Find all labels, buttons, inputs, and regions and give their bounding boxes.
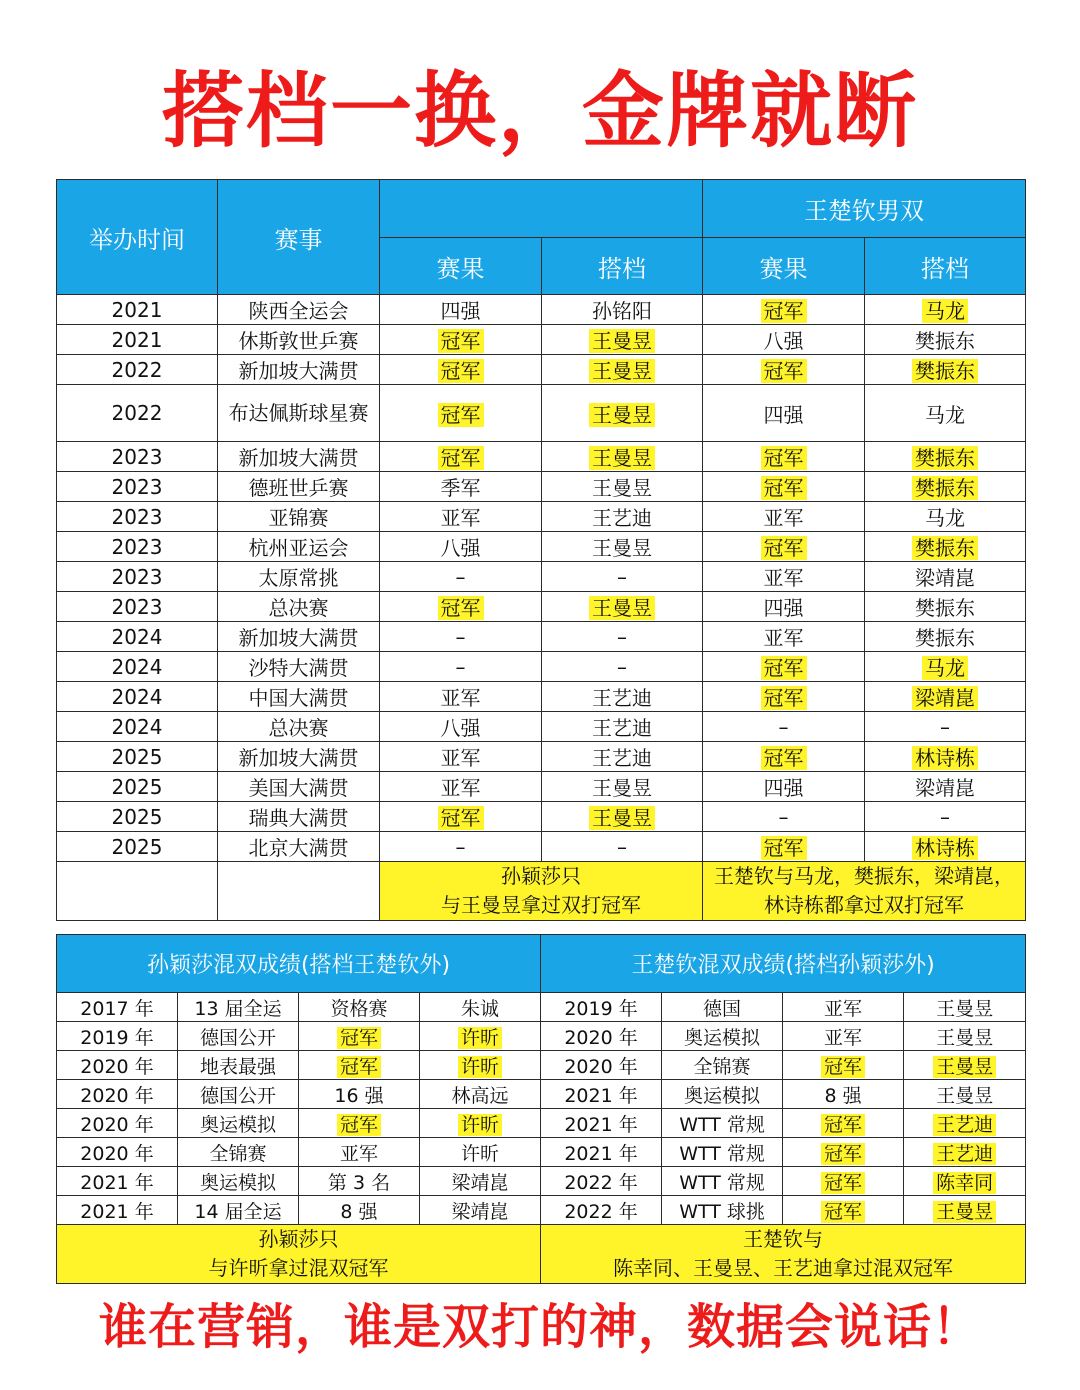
header-time: 举办时间 <box>57 180 218 295</box>
cell-left-partner: 许昕 <box>420 1138 541 1167</box>
highlight-text: 冠军 <box>761 446 807 470</box>
cell-a-result: 四强 <box>380 295 542 325</box>
highlight-text: 马龙 <box>922 299 968 323</box>
cell-a-result: 亚军 <box>380 772 542 802</box>
cell-b-result: 亚军 <box>703 502 865 532</box>
cell-a-partner: 王曼昱 <box>542 772 703 802</box>
table-row <box>57 712 1026 742</box>
cell-left-partner <box>420 1109 541 1138</box>
header-event: 赛事 <box>218 180 380 295</box>
cell-left-event: 德国公开 <box>178 1080 299 1109</box>
table-row <box>57 532 1026 562</box>
cell-event: 美国大满贯 <box>218 772 380 802</box>
cell-right-event: 全锦赛 <box>662 1051 783 1080</box>
mixed-doubles-table <box>56 934 1026 1284</box>
table-row <box>57 802 1026 832</box>
cell-left-result: 8 强 <box>299 1196 420 1225</box>
highlight-text: 王曼昱 <box>933 1201 996 1223</box>
cell-b-partner <box>865 742 1026 772</box>
highlight-text: 樊振东 <box>912 536 978 560</box>
cell-b-result: 亚军 <box>703 622 865 652</box>
cell-left-result: 资格赛 <box>299 993 420 1022</box>
cell-left-result: 第 3 名 <box>299 1167 420 1196</box>
cell-left-year: 2021 年 <box>57 1196 178 1225</box>
highlight-text: 冠军 <box>337 1056 381 1078</box>
summary-empty-1 <box>57 862 218 921</box>
cell-year: 2023 <box>57 472 218 502</box>
cell-left-year: 2020 年 <box>57 1138 178 1167</box>
cell-a-partner <box>542 385 703 442</box>
cell-b-result: 八强 <box>703 325 865 355</box>
summary-right-line2: 陈幸同、王曼昱、王艺迪拿过混双冠军 <box>613 1256 954 1280</box>
cell-event: 新加坡大满贯 <box>218 622 380 652</box>
summary-left-line1: 孙颖莎只 <box>258 1227 339 1251</box>
cell-right-partner: 王曼昱 <box>904 1022 1026 1051</box>
cell-year: 2021 <box>57 325 218 355</box>
cell-right-event: WTT 常规 <box>662 1109 783 1138</box>
highlight-text: 王艺迪 <box>933 1143 996 1165</box>
cell-a-partner <box>542 592 703 622</box>
highlight-text: 樊振东 <box>912 476 978 500</box>
table-row <box>57 742 1026 772</box>
cell-left-partner <box>420 1051 541 1080</box>
highlight-text: 冠军 <box>761 299 807 323</box>
cell-left-event: 14 届全运 <box>178 1196 299 1225</box>
highlight-text: 冠军 <box>337 1114 381 1136</box>
cell-a-result <box>380 592 542 622</box>
cell-a-partner: – <box>542 562 703 592</box>
summary-a <box>380 862 703 921</box>
cell-event: 休斯敦世乒赛 <box>218 325 380 355</box>
highlight-text: 许昕 <box>458 1114 502 1136</box>
cell-event: 新加坡大满贯 <box>218 442 380 472</box>
cell-a-result: 季军 <box>380 472 542 502</box>
cell-a-result <box>380 442 542 472</box>
summary-b-line1: 王楚钦与马龙，樊振东，梁靖崑， <box>714 864 1014 888</box>
summary-left-line2: 与许昕拿过混双冠军 <box>208 1256 389 1280</box>
cell-event: 新加坡大满贯 <box>218 355 380 385</box>
table-row <box>57 1138 1026 1167</box>
highlight-text: 冠军 <box>438 446 484 470</box>
cell-b-partner <box>865 295 1026 325</box>
table-row <box>57 442 1026 472</box>
cell-right-result <box>783 1109 904 1138</box>
cell-event: 亚锦赛 <box>218 502 380 532</box>
cell-a-partner: 王艺迪 <box>542 502 703 532</box>
cell-right-result <box>783 1196 904 1225</box>
cell-right-result <box>783 1051 904 1080</box>
cell-a-partner <box>542 802 703 832</box>
cell-event: 沙特大满贯 <box>218 652 380 682</box>
cell-left-result <box>299 1022 420 1051</box>
men-doubles-body <box>57 295 1026 862</box>
cell-right-event: 奥运模拟 <box>662 1080 783 1109</box>
cell-b-partner <box>865 442 1026 472</box>
cell-right-event: WTT 球挑 <box>662 1196 783 1225</box>
cell-b-partner <box>865 832 1026 862</box>
cell-b-partner: 梁靖崑 <box>865 772 1026 802</box>
highlight-text: 王曼昱 <box>589 806 655 830</box>
cell-right-partner <box>904 1196 1026 1225</box>
highlight-text: 冠军 <box>438 596 484 620</box>
cell-b-partner <box>865 532 1026 562</box>
table-row <box>57 1167 1026 1196</box>
cell-left-year: 2017 年 <box>57 993 178 1022</box>
header-b-partner: 搭档 <box>865 238 1026 295</box>
table-row <box>57 1022 1026 1051</box>
cell-a-result: – <box>380 562 542 592</box>
cell-right-year: 2020 年 <box>541 1051 662 1080</box>
cell-b-result <box>703 442 865 472</box>
cell-a-result: 亚军 <box>380 742 542 772</box>
table-row <box>57 1080 1026 1109</box>
highlight-text: 冠军 <box>821 1114 865 1136</box>
cell-right-result <box>783 1167 904 1196</box>
cell-b-result: – <box>703 802 865 832</box>
cell-left-event: 地表最强 <box>178 1051 299 1080</box>
highlight-text: 冠军 <box>761 836 807 860</box>
cell-right-event: WTT 常规 <box>662 1138 783 1167</box>
table-row <box>57 355 1026 385</box>
cell-b-result: 四强 <box>703 772 865 802</box>
cell-left-partner: 梁靖崑 <box>420 1167 541 1196</box>
highlight-text: 冠军 <box>438 329 484 353</box>
table-row <box>57 622 1026 652</box>
cell-left-result <box>299 1109 420 1138</box>
summary-empty-2 <box>218 862 380 921</box>
cell-event: 太原常挑 <box>218 562 380 592</box>
header-left-mixed: 孙颖莎混双成绩(搭档王楚钦外) <box>57 935 541 993</box>
cell-right-year: 2019 年 <box>541 993 662 1022</box>
table-row <box>57 562 1026 592</box>
cell-a-partner: – <box>542 622 703 652</box>
cell-left-year: 2020 年 <box>57 1109 178 1138</box>
cell-right-result: 亚军 <box>783 1022 904 1051</box>
cell-left-year: 2020 年 <box>57 1080 178 1109</box>
cell-event: 德班世乒赛 <box>218 472 380 502</box>
header-right-mixed: 王楚钦混双成绩(搭档孙颖莎外) <box>541 935 1026 993</box>
cell-left-partner: 梁靖崑 <box>420 1196 541 1225</box>
cell-event: 总决赛 <box>218 592 380 622</box>
cell-right-year: 2022 年 <box>541 1167 662 1196</box>
cell-year: 2023 <box>57 442 218 472</box>
table-row <box>57 652 1026 682</box>
cell-b-partner <box>865 355 1026 385</box>
cell-b-result <box>703 652 865 682</box>
cell-b-result: 亚军 <box>703 562 865 592</box>
summary-a-line2: 与王曼昱拿过双打冠军 <box>441 893 641 917</box>
highlight-text: 冠军 <box>821 1172 865 1194</box>
cell-event: 布达佩斯球星赛 <box>218 385 380 442</box>
cell-b-partner: – <box>865 712 1026 742</box>
cell-b-result <box>703 472 865 502</box>
cell-a-partner: 王曼昱 <box>542 472 703 502</box>
cell-a-result <box>380 802 542 832</box>
cell-right-result: 亚军 <box>783 993 904 1022</box>
cell-b-result: 四强 <box>703 385 865 442</box>
highlight-text: 冠军 <box>821 1056 865 1078</box>
highlight-text: 冠军 <box>438 359 484 383</box>
highlight-text: 许昕 <box>458 1056 502 1078</box>
highlight-text: 马龙 <box>922 656 968 680</box>
table-row <box>57 472 1026 502</box>
highlight-text: 许昕 <box>458 1027 502 1049</box>
mixed-doubles-body <box>57 993 1026 1225</box>
cell-a-partner <box>542 442 703 472</box>
highlight-text: 冠军 <box>761 536 807 560</box>
cell-b-result <box>703 742 865 772</box>
cell-left-partner: 林高远 <box>420 1080 541 1109</box>
cell-a-partner: – <box>542 832 703 862</box>
cell-a-partner: 孙铭阳 <box>542 295 703 325</box>
cell-event: 中国大满贯 <box>218 682 380 712</box>
cell-event: 北京大满贯 <box>218 832 380 862</box>
cell-event: 总决赛 <box>218 712 380 742</box>
cell-b-partner: – <box>865 802 1026 832</box>
cell-right-partner <box>904 1051 1026 1080</box>
cell-b-partner <box>865 652 1026 682</box>
header-b-result: 赛果 <box>703 238 865 295</box>
header-a-partner: 搭档 <box>542 238 703 295</box>
highlight-text: 樊振东 <box>912 359 978 383</box>
cell-a-partner: 王艺迪 <box>542 682 703 712</box>
table-row <box>57 295 1026 325</box>
table-row <box>57 832 1026 862</box>
cell-b-partner: 马龙 <box>865 385 1026 442</box>
cell-a-partner: 王曼昱 <box>542 532 703 562</box>
table-row <box>57 592 1026 622</box>
cell-right-year: 2021 年 <box>541 1109 662 1138</box>
cell-right-year: 2022 年 <box>541 1196 662 1225</box>
cell-right-partner: 王曼昱 <box>904 993 1026 1022</box>
highlight-text: 冠军 <box>438 403 484 427</box>
cell-event: 瑞典大满贯 <box>218 802 380 832</box>
cell-event: 杭州亚运会 <box>218 532 380 562</box>
highlight-text: 冠军 <box>438 806 484 830</box>
cell-year: 2023 <box>57 502 218 532</box>
cell-year: 2025 <box>57 742 218 772</box>
cell-right-result <box>783 1138 904 1167</box>
highlight-text: 冠军 <box>761 359 807 383</box>
table-row <box>57 502 1026 532</box>
cell-a-result: 亚军 <box>380 502 542 532</box>
highlight-text: 冠军 <box>821 1201 865 1223</box>
cell-left-event: 德国公开 <box>178 1022 299 1051</box>
cell-a-partner <box>542 355 703 385</box>
table-row <box>57 1196 1026 1225</box>
cell-b-result: 四强 <box>703 592 865 622</box>
cell-year: 2023 <box>57 592 218 622</box>
cell-right-event: 德国 <box>662 993 783 1022</box>
highlight-text: 冠军 <box>761 686 807 710</box>
highlight-text: 樊振东 <box>912 446 978 470</box>
cell-b-result <box>703 832 865 862</box>
cell-year: 2024 <box>57 682 218 712</box>
table-row <box>57 325 1026 355</box>
cell-left-event: 13 届全运 <box>178 993 299 1022</box>
highlight-text: 梁靖崑 <box>912 686 978 710</box>
cell-event: 陕西全运会 <box>218 295 380 325</box>
cell-a-result <box>380 325 542 355</box>
cell-b-partner: 樊振东 <box>865 325 1026 355</box>
table-row <box>57 993 1026 1022</box>
cell-year: 2022 <box>57 355 218 385</box>
summary-right <box>541 1225 1026 1284</box>
cell-a-result: – <box>380 622 542 652</box>
cell-a-partner: 王艺迪 <box>542 712 703 742</box>
cell-a-result: 亚军 <box>380 682 542 712</box>
cell-right-partner: 王曼昱 <box>904 1080 1026 1109</box>
summary-b-line2: 林诗栋都拿过双打冠军 <box>764 893 964 917</box>
highlight-text: 王曼昱 <box>589 446 655 470</box>
cell-left-year: 2021 年 <box>57 1167 178 1196</box>
cell-right-year: 2021 年 <box>541 1080 662 1109</box>
cell-left-partner: 朱诚 <box>420 993 541 1022</box>
cell-a-partner: – <box>542 652 703 682</box>
cell-b-result <box>703 682 865 712</box>
cell-b-result <box>703 295 865 325</box>
cell-right-result: 8 强 <box>783 1080 904 1109</box>
header-a-result: 赛果 <box>380 238 542 295</box>
cell-a-result: – <box>380 832 542 862</box>
highlight-text: 王曼昱 <box>933 1056 996 1078</box>
men-doubles-table <box>56 179 1026 921</box>
highlight-text: 冠军 <box>821 1143 865 1165</box>
summary-right-line1: 王楚钦与 <box>743 1227 824 1251</box>
cell-b-partner <box>865 472 1026 502</box>
cell-a-result: 八强 <box>380 532 542 562</box>
cell-right-event: WTT 常规 <box>662 1167 783 1196</box>
summary-b <box>703 862 1026 921</box>
cell-b-partner: 马龙 <box>865 502 1026 532</box>
cell-right-event: 奥运模拟 <box>662 1022 783 1051</box>
cell-a-partner <box>542 325 703 355</box>
cell-b-partner <box>865 682 1026 712</box>
cell-event: 新加坡大满贯 <box>218 742 380 772</box>
cell-right-partner <box>904 1167 1026 1196</box>
highlight-text: 王艺迪 <box>933 1114 996 1136</box>
summary-left <box>57 1225 541 1284</box>
cell-left-event: 奥运模拟 <box>178 1109 299 1138</box>
cell-year: 2025 <box>57 832 218 862</box>
highlight-text: 王曼昱 <box>589 596 655 620</box>
cell-right-year: 2021 年 <box>541 1138 662 1167</box>
cell-a-partner: 王艺迪 <box>542 742 703 772</box>
cell-left-partner <box>420 1022 541 1051</box>
cell-right-partner <box>904 1138 1026 1167</box>
highlight-text: 冠军 <box>761 476 807 500</box>
cell-left-event: 奥运模拟 <box>178 1167 299 1196</box>
cell-year: 2023 <box>57 532 218 562</box>
table-row <box>57 772 1026 802</box>
highlight-text: 冠军 <box>337 1027 381 1049</box>
cell-year: 2025 <box>57 772 218 802</box>
highlight-text: 冠军 <box>761 746 807 770</box>
highlight-text: 陈幸同 <box>933 1172 996 1194</box>
cell-b-result <box>703 532 865 562</box>
cell-right-year: 2020 年 <box>541 1022 662 1051</box>
cell-left-year: 2019 年 <box>57 1022 178 1051</box>
table-row <box>57 1109 1026 1138</box>
header-group-b: 王楚钦男双 <box>703 180 1026 238</box>
cell-b-result: – <box>703 712 865 742</box>
highlight-text: 王曼昱 <box>589 403 655 427</box>
highlight-text: 冠军 <box>761 656 807 680</box>
cell-year: 2024 <box>57 622 218 652</box>
highlight-text: 王曼昱 <box>589 329 655 353</box>
cell-year: 2024 <box>57 652 218 682</box>
cell-year: 2023 <box>57 562 218 592</box>
cell-year: 2022 <box>57 385 218 442</box>
cell-left-result: 亚军 <box>299 1138 420 1167</box>
highlight-text: 林诗栋 <box>912 836 978 860</box>
header-group-a <box>380 180 703 238</box>
summary-a-line1: 孙颖莎只 <box>501 864 581 888</box>
cell-left-year: 2020 年 <box>57 1051 178 1080</box>
cell-left-event: 全锦赛 <box>178 1138 299 1167</box>
cell-a-result <box>380 355 542 385</box>
cell-b-result <box>703 355 865 385</box>
cell-a-result: – <box>380 652 542 682</box>
cell-year: 2021 <box>57 295 218 325</box>
cell-left-result: 16 强 <box>299 1080 420 1109</box>
highlight-text: 林诗栋 <box>912 746 978 770</box>
cell-year: 2024 <box>57 712 218 742</box>
cell-a-result: 八强 <box>380 712 542 742</box>
cell-b-partner: 梁靖崑 <box>865 562 1026 592</box>
cell-a-result <box>380 385 542 442</box>
table-row <box>57 1051 1026 1080</box>
footer-slogan: 谁在营销，谁是双打的神，数据会说话！ <box>98 1299 981 1355</box>
highlight-text: 王曼昱 <box>589 359 655 383</box>
cell-right-partner <box>904 1109 1026 1138</box>
cell-year: 2025 <box>57 802 218 832</box>
cell-b-partner: 樊振东 <box>865 592 1026 622</box>
table-row <box>57 385 1026 442</box>
table-row <box>57 682 1026 712</box>
cell-left-result <box>299 1051 420 1080</box>
page-title: 搭档一换，金牌就断 <box>161 64 918 159</box>
cell-b-partner: 樊振东 <box>865 622 1026 652</box>
